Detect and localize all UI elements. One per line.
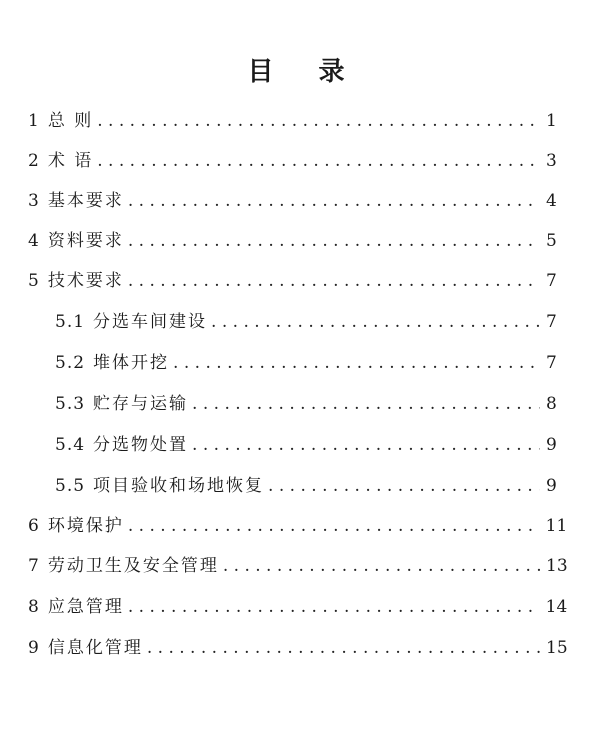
toc-dot-leader (128, 266, 540, 296)
toc-entry-label: 环境保护 (47, 516, 124, 536)
toc-entry[interactable] (28, 633, 568, 663)
toc-dot-leader (128, 511, 540, 541)
toc-entry-label: 总 则 (47, 111, 94, 131)
toc-entry-number: 5.1 (55, 312, 86, 332)
toc-subentry[interactable] (55, 430, 556, 460)
toc-dot-leader (223, 551, 540, 581)
toc-entry[interactable] (28, 551, 568, 581)
toc-entry-page: 4 (546, 191, 557, 211)
toc-dot-leader (97, 146, 540, 176)
toc-entry[interactable] (28, 266, 556, 296)
toc-entry-page: 15 (546, 638, 568, 658)
toc-entry-number: 4 (28, 231, 40, 251)
toc-subentry[interactable] (55, 348, 556, 378)
toc-entry-number: 1 (28, 111, 40, 131)
toc-entry-number: 8 (28, 597, 40, 617)
toc-entry-page: 7 (546, 271, 557, 291)
toc-entry-number: 5 (28, 271, 40, 291)
toc-entry-label: 分选物处置 (93, 435, 189, 455)
toc-entry-number: 5.3 (55, 394, 86, 414)
toc-dot-leader (128, 186, 540, 216)
toc-dot-leader (192, 389, 540, 419)
toc-entry[interactable] (28, 146, 556, 176)
toc-entry-number: 6 (28, 516, 40, 536)
toc-entry-number: 5.4 (55, 435, 86, 455)
toc-dot-leader (97, 106, 540, 136)
toc-dot-leader (192, 430, 540, 460)
toc-entry-number: 9 (28, 638, 40, 658)
toc-entry-number: 2 (28, 151, 40, 171)
toc-entry[interactable] (28, 186, 556, 216)
toc-entry-number: 3 (28, 191, 40, 211)
toc-entry-page: 7 (546, 353, 557, 373)
toc-entry-page: 13 (546, 556, 568, 576)
toc-dot-leader (147, 633, 540, 663)
toc-subentry[interactable] (55, 389, 556, 419)
toc-subentry[interactable] (55, 471, 556, 501)
toc-dot-leader (268, 471, 540, 501)
toc-dot-leader (173, 348, 540, 378)
toc-dot-leader (128, 592, 540, 622)
toc-dot-leader (211, 307, 540, 337)
toc-entry-label: 术 语 (47, 151, 94, 171)
toc-entry-label: 贮存与运输 (93, 394, 189, 414)
toc-entry-label: 基本要求 (47, 191, 124, 211)
toc-entry[interactable] (28, 511, 568, 541)
toc-entry-label: 应急管理 (47, 597, 124, 617)
toc-entry-page: 11 (545, 516, 568, 536)
toc-entry-number: 5.5 (55, 476, 86, 496)
toc-entry-page: 14 (545, 597, 568, 617)
toc-entry[interactable] (28, 592, 568, 622)
toc-entry-label: 劳动卫生及安全管理 (47, 556, 219, 576)
toc-entry-number: 5.2 (55, 353, 86, 373)
toc-entry-label: 技术要求 (47, 271, 124, 291)
toc-dot-leader (128, 226, 540, 256)
toc-entry-page: 9 (546, 435, 557, 455)
toc-entry-page: 8 (546, 394, 557, 414)
toc-entry-page: 9 (546, 476, 557, 496)
toc-entry[interactable] (28, 106, 556, 136)
toc-title: 目 录 (247, 57, 363, 87)
toc-entry-label: 堆体开挖 (93, 353, 170, 373)
toc-subentry[interactable] (55, 307, 556, 337)
toc-entry[interactable] (28, 226, 556, 256)
toc-entry-label: 资料要求 (47, 231, 124, 251)
toc-entry-label: 信息化管理 (47, 638, 143, 658)
toc-entry-page: 7 (546, 312, 557, 332)
toc-entry-page: 1 (546, 111, 557, 131)
toc-entry-number: 7 (28, 556, 40, 576)
toc-entry-label: 项目验收和场地恢复 (93, 476, 265, 496)
toc-entry-label: 分选车间建设 (93, 312, 208, 332)
toc-entry-page: 3 (546, 151, 557, 171)
toc-entry-page: 5 (546, 231, 557, 251)
